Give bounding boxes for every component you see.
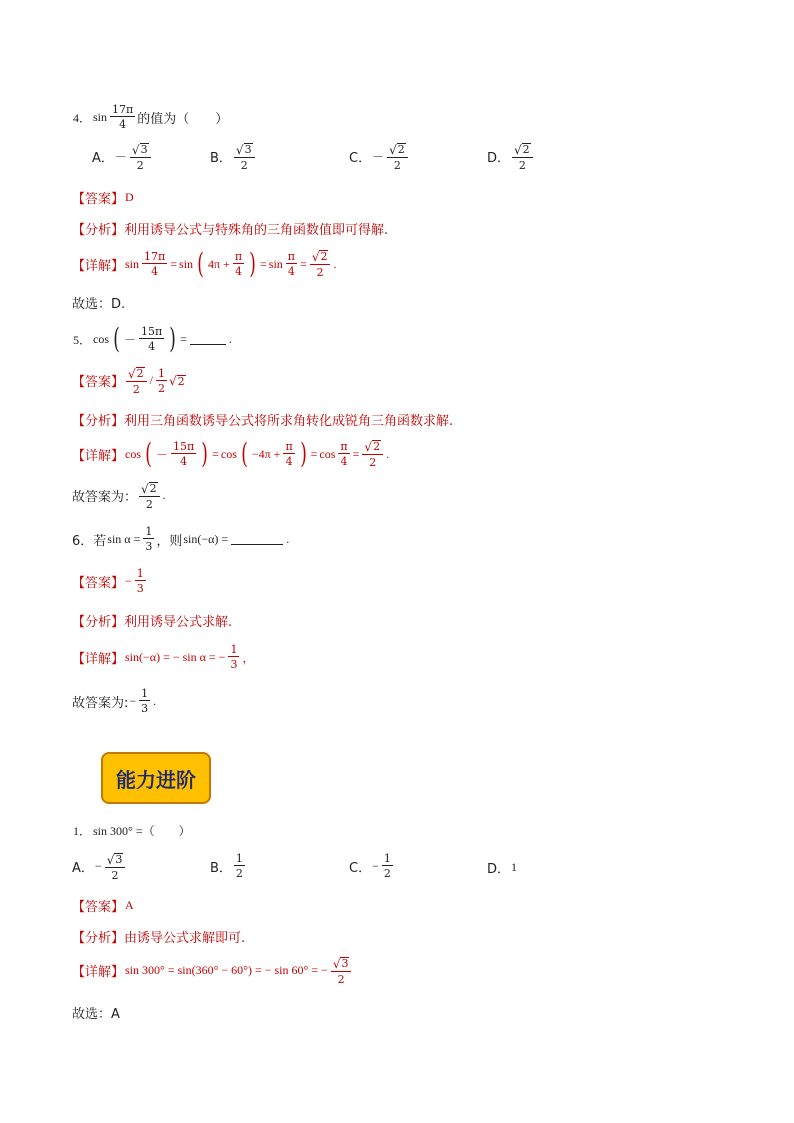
- q5-final: 故答案为： √ 2 2 .: [72, 481, 166, 511]
- q6-detail: 【详解】 sin(−α) = − sin α = − $\frac{1}{3}$ ，: [72, 643, 255, 671]
- p1-analysis: 【分析】 由诱导公式求解即可.: [72, 931, 246, 946]
- q6-stem: 6．若 sin α = $\frac{1}{3}$ ，则 sin(−α) = .: [72, 525, 290, 553]
- p1-stem: 1． sin 300° =（ ）: [73, 824, 191, 838]
- q4-option-d: D． √ 2 2: [487, 143, 535, 171]
- q6-final: 故答案为: − $\frac{1}{3}$ .: [72, 687, 157, 715]
- q4-detail: 【详解】 sin $\frac{17\pi}{4}$ = sin ( 4π + $\frac{\pi}{4}$ ) = sin $\frac{\pi}{4}$ = √ 2 2 .: [72, 247, 337, 280]
- p1-detail: 【详解】 sin 300° = sin(360° − 60°) = − sin 60° = − √ 3 2: [72, 957, 353, 985]
- question-number: 4．: [73, 110, 92, 125]
- p1-answer: 【答案】 A: [72, 898, 134, 915]
- q4-answer: 【答案】 D: [72, 190, 134, 207]
- q4-choose: 故选：D.: [72, 297, 126, 312]
- q5-analysis: 【分析】 利用三角函数诱导公式将所求角转化成锐角三角函数求解.: [72, 414, 454, 429]
- p1-option-b: B． $\frac{1}{2}$: [210, 852, 243, 880]
- p1-option-a: A． − √ 3 2: [72, 853, 127, 881]
- fraction: $\frac{17\pi}{4}$: [112, 103, 134, 131]
- q4-option-b: B． √ 3 2: [210, 143, 257, 171]
- q4-analysis: 【分析】 利用诱导公式与特殊角的三角函数值即可得解.: [72, 223, 389, 238]
- q5-answer: 【答案】 √ 2 2 / $\frac{1}{2}$ √ 2: [72, 366, 185, 396]
- q5-stem: 5． cos ( － $\frac{15\pi}{4}$ ) = .: [73, 322, 232, 355]
- answer-blank[interactable]: [231, 534, 283, 545]
- answer-blank[interactable]: [190, 334, 226, 345]
- q4-stem: 4． sin $\frac{17\pi}{4}$ 的值为（ ）: [73, 103, 229, 131]
- p1-option-d: D． 1: [487, 860, 518, 877]
- q6-analysis: 【分析】 利用诱导公式求解.: [72, 615, 233, 630]
- p1-choose: 故选：A: [72, 1007, 120, 1022]
- q4-option-a: A． － √ 3 2: [92, 143, 153, 171]
- q4-option-c: C． － √ 2 2: [349, 143, 410, 171]
- q6-answer: 【答案】 − $\frac{1}{3}$: [72, 567, 144, 595]
- q5-detail: 【详解】 cos ( － $\frac{15\pi}{4}$ ) = cos ( −4π + $\frac{\pi}{4}$ ) = cos $\frac{\pi}{4}$ = √ 2 2 .: [72, 437, 390, 470]
- section-badge: 能力进阶: [101, 752, 211, 804]
- p1-option-c: C． − $\frac{1}{2}$: [349, 852, 391, 880]
